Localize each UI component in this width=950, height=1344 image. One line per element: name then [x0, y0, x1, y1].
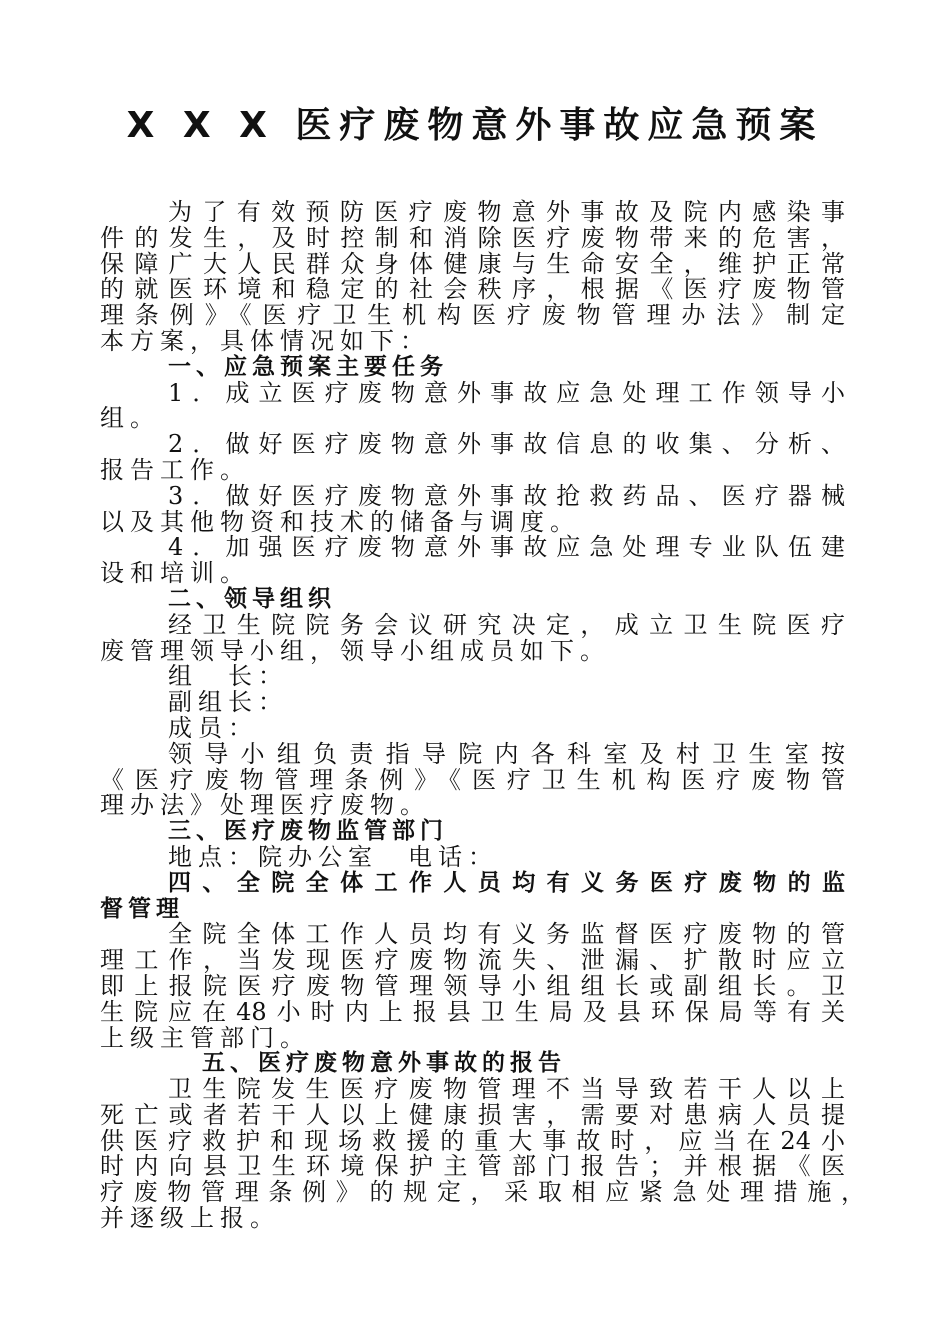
paragraph-line: 供医疗救护和现场救援的重大事故时，应当在24小: [100, 1126, 845, 1155]
paragraph-line: 为了有效预防医疗废物意外事故及院内感染事: [168, 198, 845, 226]
paragraph-line: 副组长：: [168, 688, 288, 717]
paragraph-line: 时内向县卫生环境保护主管部门报告；并根据《医: [100, 1152, 845, 1181]
paragraph-line: 的就医环境和稳定的社会秩序，根据《医疗废物管: [100, 275, 845, 304]
paragraph-line: 本方案，具体情况如下：: [100, 326, 430, 355]
paragraph-line: 领导小组负责指导院内各科室及村卫生室按: [168, 739, 845, 768]
paragraph-line: 成员：: [168, 713, 258, 742]
paragraph-line: 1．成立医疗废物意外事故应急处理工作领导小: [168, 378, 845, 407]
section-heading-line: 二、领导组织: [168, 585, 336, 612]
section-heading-line: 四、全院全体工作人员均有义务医疗废物的监: [168, 869, 845, 896]
paragraph-line: 2．做好医疗废物意外事故信息的收集、分析、: [168, 430, 845, 459]
paragraph-line: 件的发生，及时控制和消除医疗废物带来的危害，: [100, 223, 845, 252]
paragraph-line: 保障广大人民群众身体健康与生命安全，维护正常: [100, 249, 845, 278]
document-body: [100, 198, 865, 1233]
section-heading-line: 三、医疗废物监管部门: [168, 818, 448, 845]
paragraph-line: 废管理领导小组，领导小组成员如下。: [100, 636, 610, 665]
paragraph-line: 理工作，当发现医疗废物流失、泄漏、扩散时应立: [100, 946, 845, 975]
section-heading-line: 督管理: [100, 895, 184, 922]
paragraph-line: 4．加强医疗废物意外事故应急处理专业队伍建: [168, 533, 845, 562]
paragraph-line: 经卫生院院务会议研究决定，成立卫生院医疗: [168, 610, 845, 639]
paragraph-line: 全院全体工作人员均有义务监督医疗废物的管: [168, 920, 845, 949]
paragraph-line: 死亡或者若干人以上健康损害，需要对患病人员提: [100, 1100, 845, 1129]
paragraph-line: 并逐级上报。: [100, 1204, 280, 1233]
paragraph-line: 以及其他物资和技术的储备与调度。: [100, 507, 580, 536]
paragraph-line: 地点：院办公室 电话：: [168, 842, 498, 871]
paragraph-line: 组。: [100, 404, 160, 433]
paragraph-line: 即上报院医疗废物管理领导小组组长或副组长。卫: [100, 971, 845, 1000]
paragraph-line: 理办法》处理医疗废物。: [100, 791, 430, 820]
paragraph-line: 3．做好医疗废物意外事故抢救药品、医疗器械: [168, 481, 845, 510]
paragraph-line: 上级主管部门。: [100, 1023, 310, 1052]
section-heading-line: 五、医疗废物意外事故的报告: [202, 1050, 566, 1077]
section-heading-line: 一、应急预案主要任务: [168, 353, 448, 380]
paragraph-line: 理条例》《医疗卫生机构医疗废物管理办法》制定: [100, 301, 845, 330]
paragraph-line: 设和培训。: [100, 559, 250, 588]
paragraph-line: 生院应在48小时内上报县卫生局及县环保局等有关: [100, 997, 845, 1026]
paragraph-line: 卫生院发生医疗废物管理不当导致若干人以上: [168, 1075, 845, 1104]
paragraph-line: 《医疗废物管理条例》《医疗卫生机构医疗废物管: [100, 765, 845, 794]
paragraph-line: 疗废物管理条例》的规定，采取相应紧急处理措施，: [100, 1178, 865, 1207]
document-title: X X X 医疗废物意外事故应急预案: [126, 105, 824, 146]
paragraph-line: 报告工作。: [100, 455, 250, 484]
paragraph-line: 组 长：: [168, 662, 288, 691]
